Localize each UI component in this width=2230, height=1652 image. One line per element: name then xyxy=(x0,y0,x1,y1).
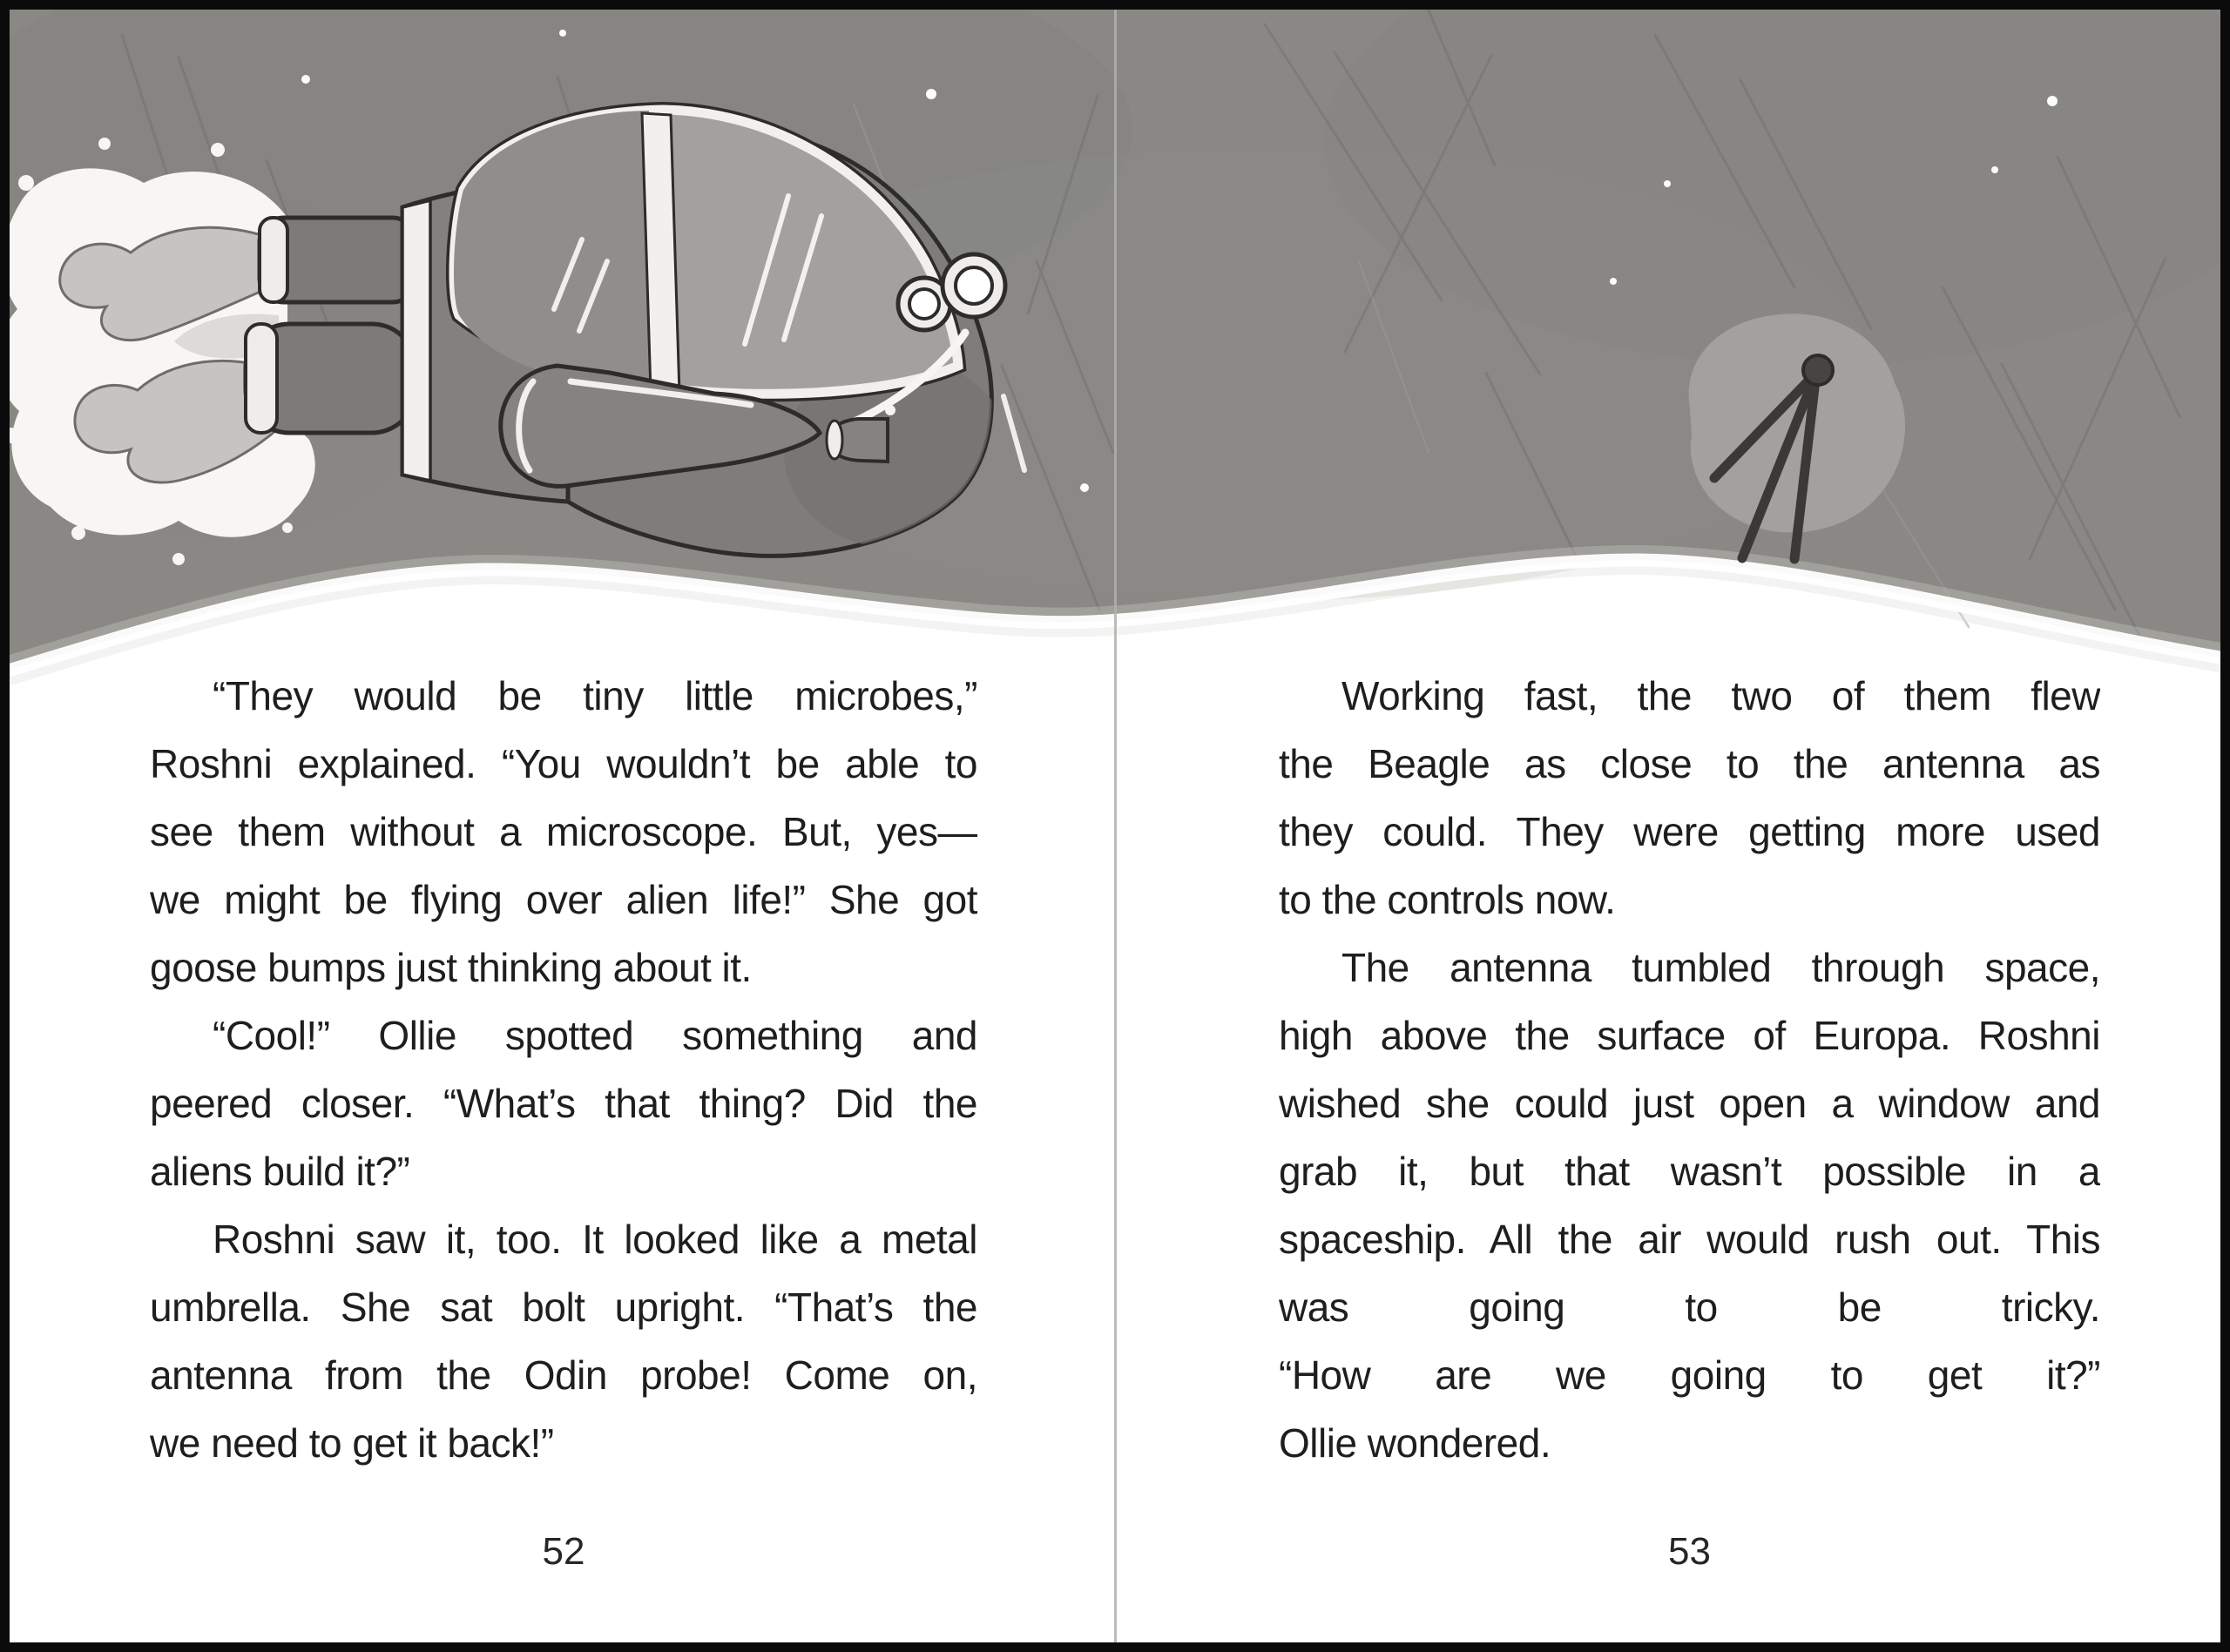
text-line: see them without a microscope. But, yes— xyxy=(150,809,977,854)
antenna-illustration xyxy=(1689,314,1905,559)
text-line: umbrella. She sat bolt upright. “That’s the xyxy=(150,1285,977,1330)
landing-pod xyxy=(501,366,820,486)
text-line: antenna from the Odin probe! Come on, xyxy=(150,1352,977,1398)
text-line: grab it, but that wasn’t possible in a xyxy=(1279,1149,2100,1194)
right-page-text xyxy=(1279,662,2100,1477)
text-line: high above the surface of Europa. Roshni xyxy=(1279,1013,2100,1058)
text-line: peered closer. “What’s that thing? Did the xyxy=(150,1081,977,1126)
text-line: wished she could just open a window and xyxy=(1279,1081,2100,1126)
text-line: “How are we going to get it?” xyxy=(1279,1352,2100,1398)
left-page-number: 52 xyxy=(542,1530,585,1573)
left-page-text xyxy=(150,662,977,1477)
nose-accent xyxy=(838,333,965,428)
book-spine xyxy=(1114,0,1117,1652)
text-line: to the controls now. xyxy=(1279,877,1616,922)
stars xyxy=(301,30,2058,498)
scratch-lines xyxy=(122,10,2179,636)
rocket-flames xyxy=(0,138,315,565)
text-line: “Cool!” Ollie spotted something and xyxy=(213,1013,977,1058)
canopy-divider xyxy=(642,113,679,394)
text-line: “They would be tiny little microbes,” xyxy=(213,673,977,718)
text-line: Working fast, the two of them flew xyxy=(1341,673,2100,718)
right-page-number: 53 xyxy=(1668,1530,1711,1573)
text-line: spaceship. All the air would rush out. This xyxy=(1279,1217,2100,1262)
spaceship-illustration xyxy=(0,110,1024,565)
nose-bullet xyxy=(827,419,888,462)
rear-hull xyxy=(402,180,568,502)
main-hull xyxy=(568,130,1010,556)
text-line: Ollie wondered. xyxy=(1279,1420,1551,1466)
text-line: The antenna tumbled through space, xyxy=(1341,945,2100,990)
text-line: they could. They were getting more used xyxy=(1279,809,2100,854)
antenna-glow xyxy=(1689,314,1905,532)
antenna-legs xyxy=(1714,373,1816,559)
text-line: Roshni explained. “You wouldn’t be able to xyxy=(150,741,977,786)
canopy-left-pane xyxy=(454,111,655,394)
text-line: aliens build it?” xyxy=(150,1149,410,1194)
cockpit-canopy xyxy=(454,110,1024,470)
text-line: was going to be tricky. xyxy=(1279,1285,2100,1330)
text-line: goose bumps just thinking about it. xyxy=(150,945,752,990)
antenna-knob xyxy=(1803,355,1833,385)
goggle-headlights xyxy=(898,254,1005,330)
glass-reflections xyxy=(554,196,1024,470)
text-line: we might be flying over alien life!” She got xyxy=(150,877,977,922)
text-line: we need to get it back!” xyxy=(150,1420,554,1466)
text-line: Roshni saw it, too. It looked like a metal xyxy=(213,1217,977,1262)
booster-engines xyxy=(246,218,416,433)
text-line: the Beagle as close to the antenna as xyxy=(1279,741,2100,786)
